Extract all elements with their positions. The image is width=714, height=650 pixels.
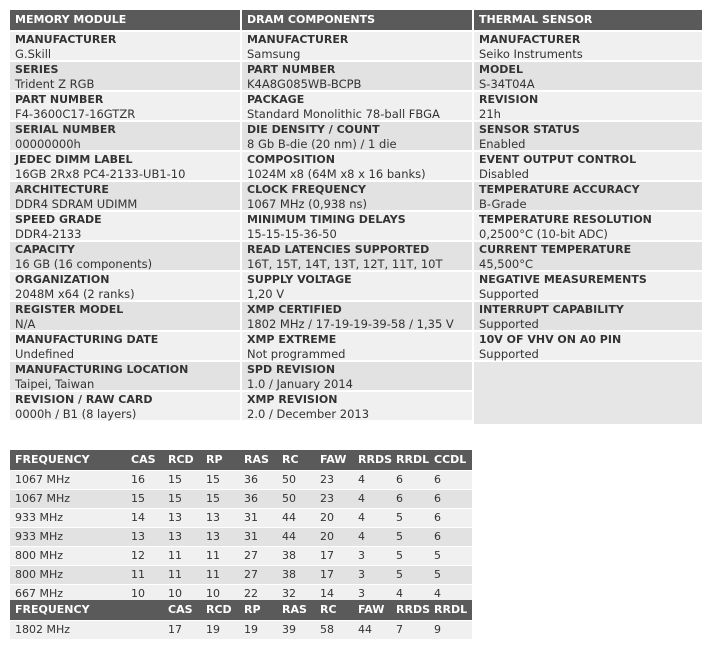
spec-value: Undefined xyxy=(15,347,74,361)
spec-row xyxy=(10,390,240,420)
table-row xyxy=(10,546,472,565)
table-cell: 32 xyxy=(282,587,296,600)
spec-label: ORGANIZATION xyxy=(15,273,110,286)
empty-filler xyxy=(474,360,702,424)
table-cell: 3 xyxy=(358,568,365,581)
header-faw: FAW xyxy=(358,603,385,616)
spec-row xyxy=(242,210,472,240)
spec-row xyxy=(242,270,472,300)
dram-components-panel xyxy=(242,10,472,420)
table-cell: 3 xyxy=(358,549,365,562)
spec-label: NEGATIVE MEASUREMENTS xyxy=(479,273,647,286)
spec-row xyxy=(10,240,240,270)
table-cell: 6 xyxy=(434,530,441,543)
table-cell: 4 xyxy=(358,511,365,524)
spec-row xyxy=(242,330,472,360)
table-row xyxy=(10,620,472,639)
header-frequency: FREQUENCY xyxy=(15,603,90,616)
header-cas: CAS xyxy=(168,603,193,616)
table-cell: 15 xyxy=(206,492,220,505)
spec-row xyxy=(242,90,472,120)
table-cell: 36 xyxy=(244,473,258,486)
spec-row xyxy=(242,60,472,90)
spec-value: 2.0 / December 2013 xyxy=(247,407,370,421)
spec-row xyxy=(474,120,702,150)
table-cell: 13 xyxy=(131,530,145,543)
table-cell: 22 xyxy=(244,587,258,600)
table-cell: 31 xyxy=(244,511,258,524)
table-cell: 1067 MHz xyxy=(15,473,71,486)
spec-value: Supported xyxy=(479,317,539,331)
spec-value: 8 Gb B-die (20 nm) / 1 die xyxy=(247,137,397,151)
spec-value: Not programmed xyxy=(247,347,346,361)
table-cell: 50 xyxy=(282,492,296,505)
spec-value: Trident Z RGB xyxy=(15,77,95,91)
thermal-sensor-panel xyxy=(474,10,702,424)
spec-value: B-Grade xyxy=(479,197,527,211)
table-cell: 27 xyxy=(244,568,258,581)
header-faw: FAW xyxy=(320,453,347,466)
header-ras: RAS xyxy=(282,603,307,616)
table-cell: 11 xyxy=(168,568,182,581)
spec-label: MANUFACTURER xyxy=(247,33,349,46)
header-rcd: RCD xyxy=(206,603,232,616)
spec-row xyxy=(10,120,240,150)
header-ccdl: CCDL xyxy=(434,453,467,466)
table-cell: 17 xyxy=(320,549,334,562)
table-cell: 10 xyxy=(206,587,220,600)
spec-row xyxy=(474,150,702,180)
table-cell: 13 xyxy=(168,511,182,524)
table-cell: 800 MHz xyxy=(15,568,64,581)
table-cell: 5 xyxy=(434,568,441,581)
xmp-timings-table xyxy=(10,600,472,639)
table-header xyxy=(10,450,472,470)
spec-row xyxy=(474,330,702,360)
spec-value: K4A8G085WB-BCPB xyxy=(247,77,362,91)
spec-label: READ LATENCIES SUPPORTED xyxy=(247,243,430,256)
spec-row xyxy=(474,90,702,120)
spec-row xyxy=(474,60,702,90)
spec-value: DDR4 SDRAM UDIMM xyxy=(15,197,138,211)
table-cell: 667 MHz xyxy=(15,587,64,600)
table-cell: 4 xyxy=(434,587,441,600)
spec-row xyxy=(10,150,240,180)
table-cell: 4 xyxy=(358,492,365,505)
header-rrds: RRDS xyxy=(396,603,430,616)
table-cell: 19 xyxy=(244,623,258,636)
table-cell: 1067 MHz xyxy=(15,492,71,505)
table-cell: 5 xyxy=(396,549,403,562)
header-rcd: RCD xyxy=(168,453,194,466)
spec-row xyxy=(474,270,702,300)
table-cell: 9 xyxy=(434,623,441,636)
spec-label: XMP CERTIFIED xyxy=(247,303,342,316)
spec-row xyxy=(242,390,472,420)
spec-value: 21h xyxy=(479,107,501,121)
spec-value: 16 GB (16 components) xyxy=(15,257,153,271)
header-ras: RAS xyxy=(244,453,269,466)
table-cell: 15 xyxy=(168,473,182,486)
table-row xyxy=(10,565,472,584)
spec-label: DIE DENSITY / COUNT xyxy=(247,123,380,136)
spec-row xyxy=(242,240,472,270)
table-cell: 15 xyxy=(206,473,220,486)
spec-value: 16GB 2Rx8 PC4-2133-UB1-10 xyxy=(15,167,186,181)
spec-label: PART NUMBER xyxy=(15,93,104,106)
table-cell: 6 xyxy=(434,511,441,524)
spec-row xyxy=(242,150,472,180)
table-cell: 23 xyxy=(320,473,334,486)
spec-row xyxy=(242,120,472,150)
spec-label: SUPPLY VOLTAGE xyxy=(247,273,352,286)
table-cell: 4 xyxy=(358,473,365,486)
spec-label: PACKAGE xyxy=(247,93,305,106)
table-cell: 5 xyxy=(396,530,403,543)
spec-value: DDR4-2133 xyxy=(15,227,82,241)
spec-label: JEDEC DIMM LABEL xyxy=(15,153,133,166)
table-cell: 17 xyxy=(168,623,182,636)
table-cell: 13 xyxy=(206,511,220,524)
table-cell: 50 xyxy=(282,473,296,486)
table-cell: 4 xyxy=(396,587,403,600)
table-cell: 15 xyxy=(131,492,145,505)
spec-row xyxy=(242,180,472,210)
spec-value: G.Skill xyxy=(15,47,52,61)
spec-row xyxy=(10,210,240,240)
spec-value: 15-15-15-36-50 xyxy=(247,227,337,241)
spec-label: INTERRUPT CAPABILITY xyxy=(479,303,624,316)
spec-row xyxy=(10,30,240,60)
spec-row xyxy=(474,180,702,210)
table-row xyxy=(10,527,472,546)
spec-label: MINIMUM TIMING DELAYS xyxy=(247,213,406,226)
spec-label: TEMPERATURE ACCURACY xyxy=(479,183,640,196)
header-cas: CAS xyxy=(131,453,156,466)
spec-row xyxy=(10,180,240,210)
table-cell: 58 xyxy=(320,623,334,636)
spec-row xyxy=(474,30,702,60)
spec-value: 2048M x64 (2 ranks) xyxy=(15,287,135,301)
spec-value: 00000000h xyxy=(15,137,81,151)
table-row xyxy=(10,470,472,489)
spec-value: 45,500°C xyxy=(479,257,534,271)
spec-row xyxy=(242,30,472,60)
spec-row xyxy=(10,60,240,90)
table-cell: 4 xyxy=(358,530,365,543)
spec-value: N/A xyxy=(15,317,36,331)
table-cell: 5 xyxy=(396,568,403,581)
table-cell: 10 xyxy=(168,587,182,600)
table-cell: 6 xyxy=(396,473,403,486)
spec-label: MODEL xyxy=(479,63,523,76)
spec-value: Supported xyxy=(479,347,539,361)
table-cell: 12 xyxy=(131,549,145,562)
spec-label: ARCHITECTURE xyxy=(15,183,109,196)
header-rp: RP xyxy=(244,603,261,616)
table-cell: 6 xyxy=(434,492,441,505)
spec-label: 10V OF VHV ON A0 PIN xyxy=(479,333,622,346)
spec-value: Seiko Instruments xyxy=(479,47,583,61)
table-cell: 36 xyxy=(244,492,258,505)
header-rrdl: RRDL xyxy=(434,603,468,616)
spec-value: F4-3600C17-16GTZR xyxy=(15,107,136,121)
spec-label: SENSOR STATUS xyxy=(479,123,580,136)
table-cell: 5 xyxy=(434,549,441,562)
header-rc: RC xyxy=(320,603,337,616)
table-cell: 933 MHz xyxy=(15,530,64,543)
table-cell: 13 xyxy=(168,530,182,543)
spec-row xyxy=(10,360,240,390)
spec-value: 1024M x8 (64M x8 x 16 banks) xyxy=(247,167,426,181)
table-cell: 38 xyxy=(282,568,296,581)
spec-label: MANUFACTURER xyxy=(15,33,117,46)
spec-label: REVISION xyxy=(479,93,539,106)
table-cell: 800 MHz xyxy=(15,549,64,562)
spec-value: 1802 MHz / 17-19-19-39-58 / 1,35 V xyxy=(247,317,454,331)
table-cell: 7 xyxy=(396,623,403,636)
table-cell: 14 xyxy=(320,587,334,600)
spec-row xyxy=(242,300,472,330)
spec-label: CURRENT TEMPERATURE xyxy=(479,243,632,256)
spec-row xyxy=(10,270,240,300)
table-cell: 23 xyxy=(320,492,334,505)
table-cell: 11 xyxy=(131,568,145,581)
table-cell: 11 xyxy=(168,549,182,562)
table-cell: 17 xyxy=(320,568,334,581)
spec-value: Taipei, Taiwan xyxy=(15,377,95,391)
table-cell: 20 xyxy=(320,511,334,524)
spec-row xyxy=(10,90,240,120)
table-cell: 6 xyxy=(434,473,441,486)
spec-value: 1067 MHz (0,938 ns) xyxy=(247,197,368,211)
spec-value: 0,2500°C (10-bit ADC) xyxy=(479,227,608,241)
spec-value: 1,20 V xyxy=(247,287,285,301)
table-cell: 6 xyxy=(396,492,403,505)
spec-row xyxy=(242,360,472,390)
spec-value: Standard Monolithic 78-ball FBGA xyxy=(247,107,440,121)
header-rrds: RRDS xyxy=(358,453,392,466)
memory-module-panel xyxy=(10,10,240,420)
spec-label: MANUFACTURING DATE xyxy=(15,333,159,346)
spec-value: 1.0 / January 2014 xyxy=(247,377,353,391)
spec-label: PART NUMBER xyxy=(247,63,336,76)
spec-row xyxy=(10,330,240,360)
spec-label: SPD REVISION xyxy=(247,363,336,376)
spec-value: 16T, 15T, 14T, 13T, 12T, 11T, 10T xyxy=(247,257,443,271)
spec-value: Disabled xyxy=(479,167,529,181)
header-rp: RP xyxy=(206,453,223,466)
spec-label: SPEED GRADE xyxy=(15,213,102,226)
spec-label: MANUFACTURING LOCATION xyxy=(15,363,189,376)
spec-value: 0000h / B1 (8 layers) xyxy=(15,407,137,421)
spec-label: CAPACITY xyxy=(15,243,75,256)
spec-label: REVISION / RAW CARD xyxy=(15,393,153,406)
spec-value: Enabled xyxy=(479,137,526,151)
spec-value: Samsung xyxy=(247,47,301,61)
table-cell: 27 xyxy=(244,549,258,562)
table-cell: 1802 MHz xyxy=(15,623,71,636)
spec-label: COMPOSITION xyxy=(247,153,335,166)
table-cell: 11 xyxy=(206,568,220,581)
spec-value: S-34T04A xyxy=(479,77,535,91)
table-cell: 38 xyxy=(282,549,296,562)
table-cell: 5 xyxy=(396,511,403,524)
table-cell: 44 xyxy=(282,530,296,543)
spec-label: SERIAL NUMBER xyxy=(15,123,116,136)
table-row xyxy=(10,489,472,508)
table-cell: 11 xyxy=(206,549,220,562)
panel-title: DRAM COMPONENTS xyxy=(242,10,472,30)
table-cell: 19 xyxy=(206,623,220,636)
table-cell: 20 xyxy=(320,530,334,543)
spec-label: XMP EXTREME xyxy=(247,333,337,346)
spec-row xyxy=(474,240,702,270)
spec-label: EVENT OUTPUT CONTROL xyxy=(479,153,637,166)
header-rc: RC xyxy=(282,453,299,466)
table-cell: 44 xyxy=(282,511,296,524)
jedec-timings-table xyxy=(10,450,472,603)
table-cell: 44 xyxy=(358,623,372,636)
table-cell: 39 xyxy=(282,623,296,636)
table-cell: 31 xyxy=(244,530,258,543)
spec-row xyxy=(474,300,702,330)
panel-title: MEMORY MODULE xyxy=(10,10,240,30)
panel-title: THERMAL SENSOR xyxy=(474,10,702,30)
table-row xyxy=(10,508,472,527)
table-cell: 10 xyxy=(131,587,145,600)
spec-value: Supported xyxy=(479,287,539,301)
spec-row xyxy=(474,210,702,240)
spec-label: MANUFACTURER xyxy=(479,33,581,46)
spec-label: REGISTER MODEL xyxy=(15,303,124,316)
table-cell: 16 xyxy=(131,473,145,486)
table-cell: 14 xyxy=(131,511,145,524)
table-cell: 13 xyxy=(206,530,220,543)
table-header xyxy=(10,600,472,620)
spec-label: XMP REVISION xyxy=(247,393,338,406)
header-rrdl: RRDL xyxy=(396,453,430,466)
spec-label: CLOCK FREQUENCY xyxy=(247,183,367,196)
spec-label: TEMPERATURE RESOLUTION xyxy=(479,213,652,226)
table-cell: 3 xyxy=(358,587,365,600)
table-cell: 933 MHz xyxy=(15,511,64,524)
header-frequency: FREQUENCY xyxy=(15,453,90,466)
table-cell: 15 xyxy=(168,492,182,505)
spec-row xyxy=(10,300,240,330)
spec-label: SERIES xyxy=(15,63,59,76)
